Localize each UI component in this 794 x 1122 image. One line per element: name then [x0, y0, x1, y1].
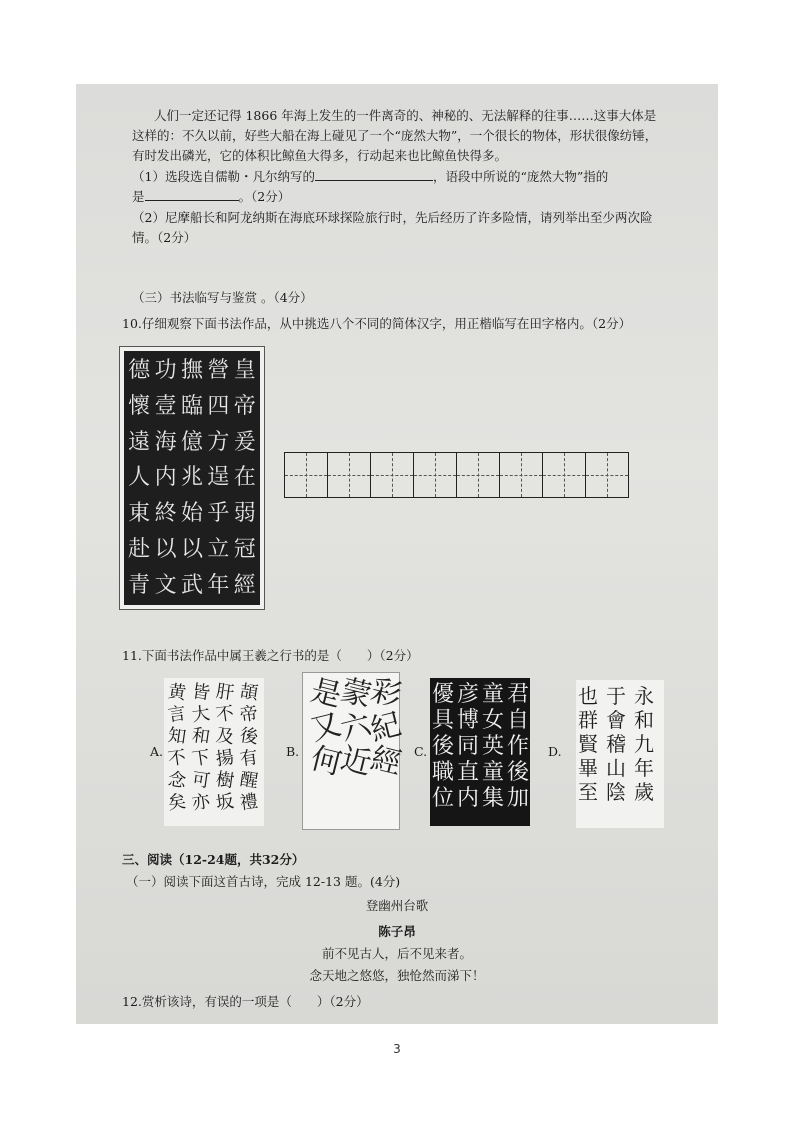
- calligraphy-character: 女: [482, 708, 505, 733]
- calligraphy-column: [240, 682, 258, 814]
- tablet-character: 立: [207, 537, 230, 563]
- calligraphy-character: 年: [634, 756, 654, 780]
- tablet-column: [205, 355, 231, 601]
- option-b-label[interactable]: B.: [286, 744, 300, 759]
- calligraphy-character: 又: [307, 706, 345, 749]
- calligraphy-character: 集: [482, 786, 505, 811]
- tablet-character: 年: [207, 572, 230, 598]
- q9-sub1-text-4: 。（2分）: [238, 189, 291, 204]
- tablet-character: 壹: [154, 393, 177, 419]
- tablet-character: 經: [233, 572, 256, 598]
- tablet-column: [126, 355, 152, 601]
- option-a-label[interactable]: A.: [150, 744, 164, 759]
- tablet-column: [179, 355, 205, 601]
- tablet-character: 弱: [233, 501, 256, 527]
- calligraphy-column: [482, 682, 504, 812]
- tablet-character: 文: [154, 572, 177, 598]
- calligraphy-column: [307, 672, 345, 783]
- tianzi-cell[interactable]: [328, 452, 371, 498]
- passage-line-2: 这样的：不久以前，好些大船在海上碰见了一个“庞然大物”，一个很长的物体，形状很像纺锤，: [132, 128, 658, 143]
- calligraphy-character: 矣: [166, 790, 188, 815]
- calligraphy-character: 至: [578, 780, 598, 804]
- calligraphy-character: 山: [606, 756, 626, 780]
- calligraphy-character: 具: [432, 708, 455, 733]
- tablet-ink-area: [124, 351, 260, 605]
- calligraphy-character: 加: [507, 786, 530, 811]
- tablet-character: 逞: [207, 465, 230, 491]
- question-10: 10.仔细观察下面书法作品，从中挑选八个不同的简体汉字，用正楷临写在田字格内。（2分）: [122, 316, 632, 331]
- q9-sub1-text-2: ，语段中所说的“庞然大物”指的: [432, 169, 609, 184]
- q9-sub1-line-2: [132, 186, 290, 207]
- q9-sub1-text: （1）选段选自儒勒・凡尔纳写的: [132, 169, 315, 184]
- calligraphy-column: [432, 682, 454, 812]
- calligraphy-character: 同: [457, 734, 480, 759]
- tablet-character: 在: [233, 465, 256, 491]
- tablet-character: 兆: [180, 465, 203, 491]
- calligraphy-character: 直: [457, 760, 480, 785]
- calligraphy-character: 禮: [238, 790, 260, 815]
- q9-sub1-text-3: 是: [132, 189, 145, 204]
- calligraphy-character: 稽: [606, 732, 626, 756]
- calligraphy-character: 有: [238, 746, 260, 771]
- calligraphy-character: 優: [432, 682, 455, 707]
- tablet-character: 帝: [233, 393, 256, 419]
- scanned-page: [76, 84, 718, 1024]
- calligraphy-character: 可: [190, 768, 212, 793]
- poem-line-1: 前不见古人，后不见来者。: [321, 946, 472, 961]
- calligraphy-character: 坂: [214, 790, 236, 815]
- calligraphy-column: [192, 682, 210, 814]
- calligraphy-character: 九: [634, 732, 654, 756]
- calligraphy-column: [367, 672, 405, 783]
- calligraphy-column: [168, 682, 186, 814]
- calligraphy-character: 頡: [238, 680, 260, 705]
- calligraphy-tablet-image: [119, 346, 265, 610]
- calligraphy-option-b-image: [302, 672, 405, 830]
- calligraphy-character: 童: [482, 760, 505, 785]
- tablet-character: 方: [207, 429, 230, 455]
- calligraphy-character: 知: [166, 724, 188, 749]
- option-c-label[interactable]: C.: [414, 744, 428, 759]
- calligraphy-character: 陰: [606, 780, 626, 804]
- tianzi-cell[interactable]: [371, 452, 414, 498]
- calligraphy-character: 蒙: [337, 672, 375, 715]
- tianzi-cell[interactable]: [586, 452, 629, 498]
- calligraphy-character: 内: [457, 786, 480, 811]
- calligraphy-character: 是: [307, 672, 345, 715]
- calligraphy-character: 彦: [457, 682, 480, 707]
- tablet-character: 始: [180, 501, 203, 527]
- calligraphy-character: 于: [606, 684, 626, 708]
- calligraphy-character: 博: [457, 708, 480, 733]
- calligraphy-character: 近: [337, 740, 375, 783]
- tablet-character: 遠: [128, 429, 151, 455]
- option-d-label[interactable]: D.: [548, 744, 562, 759]
- tablet-character: 撫: [180, 358, 203, 383]
- calligraphy-column: [216, 682, 234, 814]
- tablet-character: 乎: [207, 501, 230, 527]
- calligraphy-character: 言: [166, 702, 188, 727]
- tianzi-cell[interactable]: [457, 452, 500, 498]
- tablet-character: 以: [154, 537, 177, 563]
- calligraphy-column: [634, 684, 654, 804]
- calligraphy-character: 和: [190, 724, 212, 749]
- calligraphy-character: 也: [578, 684, 598, 708]
- tianzi-cell[interactable]: [414, 452, 457, 498]
- calligraphy-character: 自: [507, 708, 530, 733]
- calligraphy-column: [507, 682, 529, 812]
- tablet-character: 爰: [233, 429, 256, 455]
- calligraphy-character: 後: [238, 724, 260, 749]
- section-calligraphy-heading: （三）书法临写与鉴赏 。（4分）: [132, 290, 313, 305]
- calligraphy-option-c-image: [430, 678, 530, 826]
- calligraphy-character: 皆: [190, 680, 212, 705]
- tablet-column: [232, 355, 258, 601]
- calligraphy-character: 群: [578, 708, 598, 732]
- tianzi-grid: [284, 452, 629, 498]
- poem-line-2: 念天地之悠悠，独怆然而涕下！: [309, 968, 485, 983]
- tablet-character: 德: [128, 358, 151, 383]
- tablet-character: 臨: [180, 393, 203, 419]
- calligraphy-character: 賢: [578, 732, 598, 756]
- calligraphy-character: 位: [432, 786, 455, 811]
- calligraphy-character: 後: [507, 760, 530, 785]
- calligraphy-character: 大: [190, 702, 212, 727]
- calligraphy-character: 黄: [166, 680, 188, 705]
- passage-line-3: 有时发出磷光，它的体积比鲸鱼大得多，行动起来也比鲸鱼快得多。: [132, 148, 508, 163]
- calligraphy-character: 亦: [190, 790, 212, 815]
- calligraphy-character: 何: [307, 740, 345, 783]
- tablet-character: 四: [207, 393, 230, 419]
- calligraphy-character: 永: [634, 684, 654, 708]
- question-11: 11.下面书法作品中属王羲之行书的是（ ）（2分）: [122, 648, 419, 663]
- tablet-character: 冠: [233, 537, 256, 563]
- poem-author: 陈子昂: [378, 924, 416, 939]
- calligraphy-character: 彩: [367, 672, 405, 715]
- passage-line-1: 人们一定还记得 1866 年海上发生的一件离奇的、神秘的、无法解释的往事……这事大体是: [154, 108, 657, 123]
- tianzi-cell[interactable]: [543, 452, 586, 498]
- tablet-character: 皇: [233, 358, 256, 383]
- calligraphy-character: 醒: [238, 768, 260, 793]
- calligraphy-character: 樹: [214, 768, 236, 793]
- calligraphy-character: 紀: [367, 706, 405, 749]
- reading-subsection-1: （一）阅读下面这首古诗，完成 12-13 题。(4分): [126, 874, 401, 889]
- q9-sub2-line-1: （2）尼摩船长和阿龙纳斯在海底环球探险旅行时，先后经历了许多险情，请列举出至少两次险: [132, 210, 653, 225]
- tablet-character: 人: [128, 465, 151, 491]
- tablet-character: 海: [154, 429, 177, 455]
- tablet-column: [153, 355, 179, 601]
- tablet-character: 終: [154, 501, 177, 527]
- tablet-character: 營: [207, 358, 230, 383]
- calligraphy-column: [337, 672, 375, 783]
- tablet-character: 武: [180, 572, 203, 598]
- question-12: 12.赏析该诗，有误的一项是（ ）（2分）: [122, 994, 369, 1009]
- calligraphy-character: 和: [634, 708, 654, 732]
- tianzi-cell[interactable]: [500, 452, 543, 498]
- calligraphy-character: 不: [166, 746, 188, 771]
- tianzi-cell[interactable]: [285, 452, 328, 498]
- calligraphy-character: 揚: [214, 746, 236, 771]
- answer-blank-monster[interactable]: [145, 186, 239, 201]
- tablet-character: 青: [128, 572, 151, 598]
- tablet-character: 東: [128, 501, 151, 527]
- calligraphy-character: 六: [337, 706, 375, 749]
- tablet-character: 懷: [128, 393, 151, 419]
- poem-title: 登幽州台歌: [365, 898, 429, 913]
- calligraphy-column: [578, 684, 598, 804]
- calligraphy-character: 作: [507, 734, 530, 759]
- calligraphy-character: 及: [214, 724, 236, 749]
- calligraphy-character: 歲: [634, 780, 654, 804]
- calligraphy-character: 童: [482, 682, 505, 707]
- tablet-character: 内: [154, 465, 177, 491]
- calligraphy-character: 念: [166, 768, 188, 793]
- calligraphy-character: 英: [482, 734, 505, 759]
- tablet-character: 億: [180, 429, 203, 455]
- calligraphy-option-a-image: [164, 678, 264, 826]
- calligraphy-character: 不: [214, 702, 236, 727]
- calligraphy-character: 會: [606, 708, 626, 732]
- calligraphy-option-d-image: [576, 680, 664, 828]
- page-number: 3: [393, 1042, 401, 1056]
- answer-blank-author-work[interactable]: [315, 166, 433, 181]
- calligraphy-column: [457, 682, 479, 812]
- tablet-character: 赴: [128, 537, 151, 563]
- calligraphy-column: [606, 684, 626, 804]
- calligraphy-character: 君: [507, 682, 530, 707]
- calligraphy-character: 畢: [578, 756, 598, 780]
- calligraphy-character: 帝: [238, 702, 260, 727]
- calligraphy-character: 職: [432, 760, 455, 785]
- section-reading-heading: 三、阅读（12-24题，共32分）: [122, 852, 305, 867]
- tablet-character: 以: [180, 537, 203, 563]
- q9-sub1-line: [132, 166, 608, 187]
- tablet-character: 功: [154, 358, 177, 383]
- calligraphy-character: 肝: [214, 680, 236, 705]
- calligraphy-character: 經: [367, 740, 405, 783]
- calligraphy-character: 後: [432, 734, 455, 759]
- q9-sub2-line-2: 情。（2分）: [132, 230, 197, 245]
- calligraphy-character: 下: [190, 746, 212, 771]
